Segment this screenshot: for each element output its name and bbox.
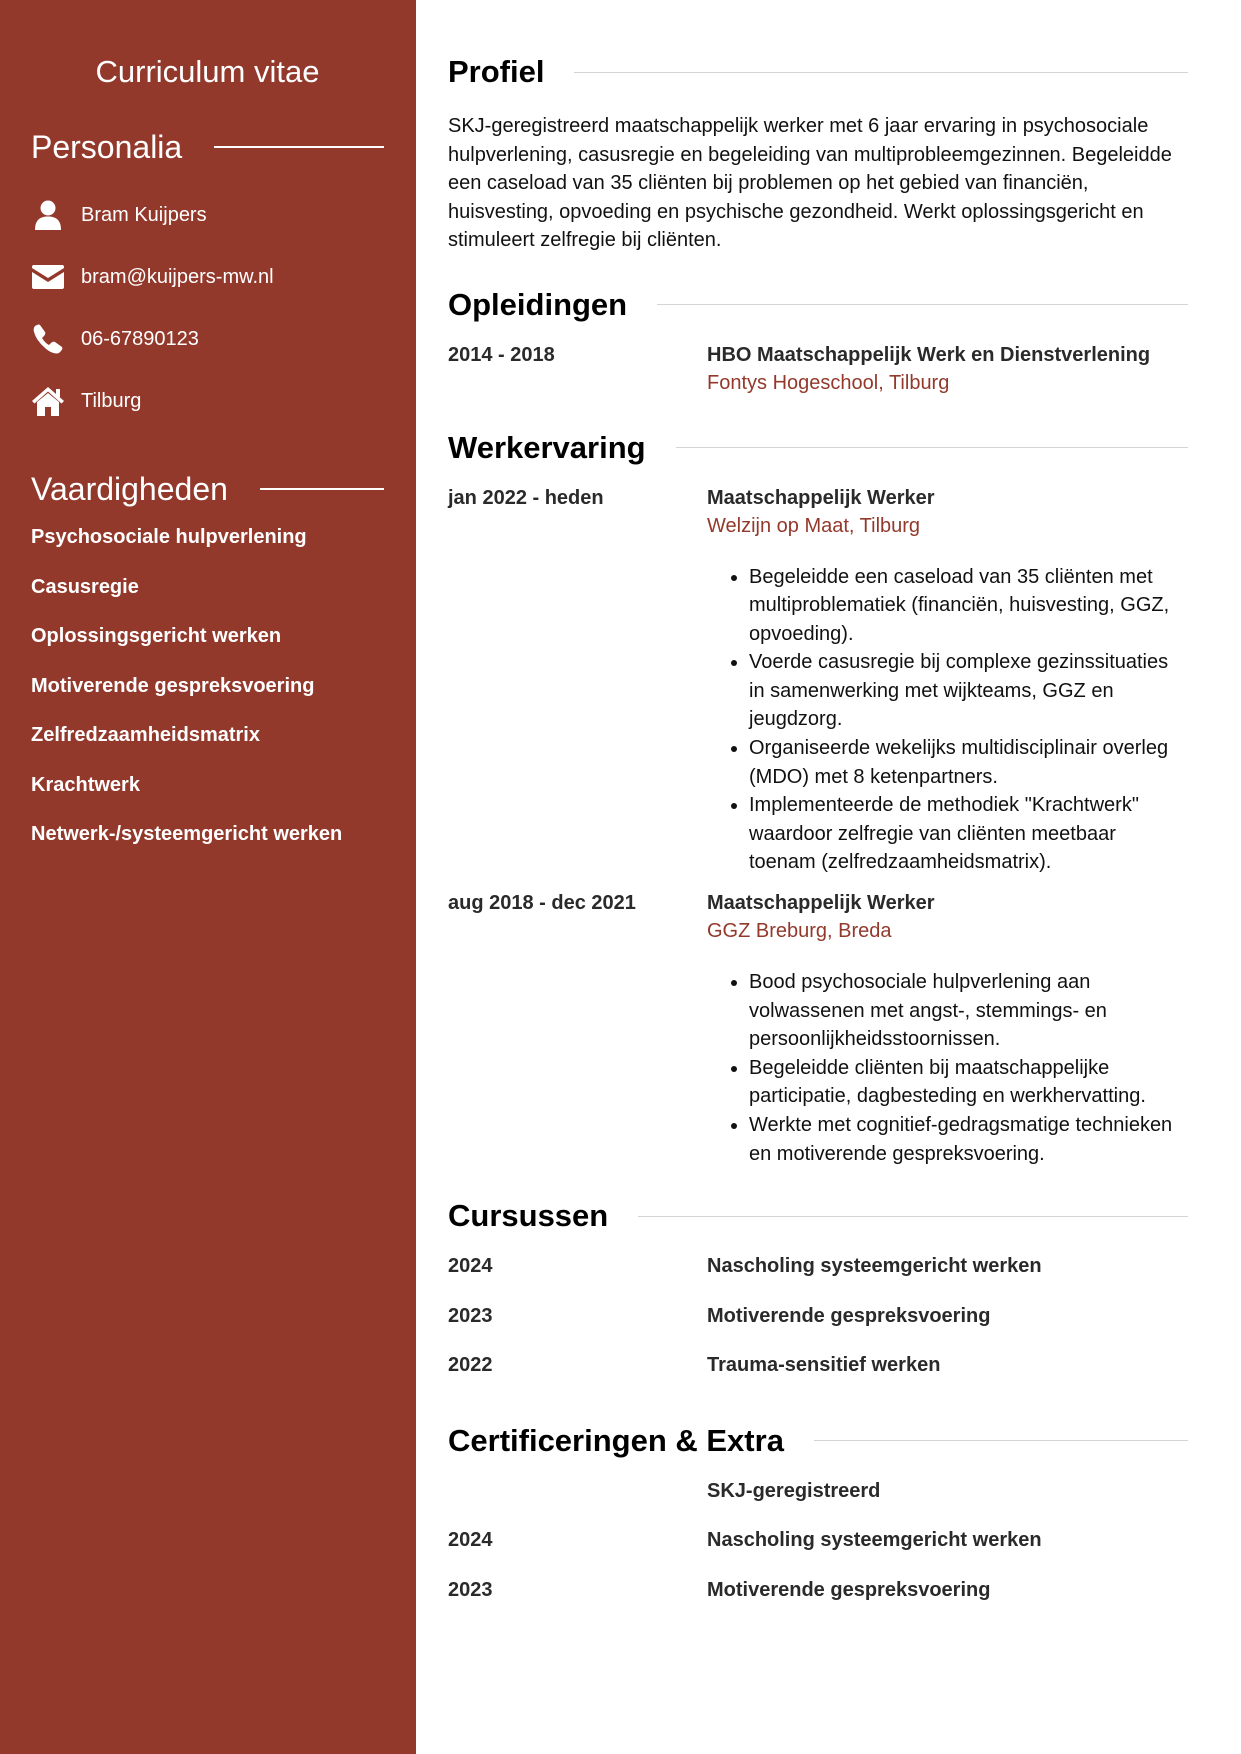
certification-row bbox=[448, 1477, 1188, 1527]
contact-location-text: Tilburg bbox=[81, 389, 142, 412]
profile-divider bbox=[574, 72, 1188, 73]
skill-item: Motiverende gespreksvoering bbox=[31, 674, 315, 697]
certifications-heading-label: Certificeringen & Extra bbox=[448, 1422, 784, 1458]
certification-year: 2024 bbox=[448, 1529, 493, 1552]
education-entry bbox=[448, 341, 1188, 398]
course-title: Motiverende gespreksvoering bbox=[707, 1304, 991, 1327]
experience-title: Maatschappelijk Werker bbox=[707, 486, 935, 509]
education-title: HBO Maatschappelijk Werk en Dienstverlening bbox=[707, 343, 1151, 366]
person-icon bbox=[31, 198, 65, 232]
experience-bullet: • Bood psychosociale hulpverlening aan volwassenen met angst-, stemmings- en persoonlijkheidsstoornissen. bbox=[749, 968, 1188, 1054]
personalia-heading bbox=[31, 128, 384, 166]
certification-row bbox=[448, 1576, 1188, 1626]
certification-row bbox=[448, 1526, 1188, 1576]
profile-heading bbox=[448, 54, 1188, 90]
skills-heading bbox=[31, 470, 384, 508]
contact-email bbox=[31, 246, 384, 308]
experience-bullet: • Werkte met cognitief-gedragsmatige technieken en motiverende gespreksvoering. bbox=[749, 1111, 1188, 1168]
skill-item: Zelfredzaamheidsmatrix bbox=[31, 724, 260, 746]
certification-year bbox=[448, 1477, 707, 1527]
courses-list bbox=[448, 1252, 1188, 1401]
course-title: Nascholing systeemgericht werken bbox=[707, 1255, 1042, 1278]
experience-employer: Welzijn op Maat, Tilburg bbox=[707, 514, 921, 537]
education-divider bbox=[657, 304, 1188, 305]
certification-year: 2023 bbox=[448, 1578, 493, 1601]
experience-entry bbox=[448, 889, 1188, 1168]
courses-section bbox=[448, 1198, 1188, 1401]
contact-name bbox=[31, 184, 384, 246]
education-details bbox=[707, 341, 1188, 398]
experience-section bbox=[448, 430, 1188, 1169]
experience-details bbox=[707, 484, 1188, 878]
course-row bbox=[448, 1302, 1188, 1352]
courses-divider bbox=[638, 1216, 1188, 1217]
course-year: 2022 bbox=[448, 1354, 493, 1377]
experience-bullets bbox=[707, 563, 1188, 878]
phone-icon bbox=[31, 322, 65, 356]
skill-item: Psychosociale hulpverlening bbox=[31, 526, 307, 548]
cv-title: Curriculum vitae bbox=[95, 54, 320, 89]
experience-bullet: • Begeleidde cliënten bij maatschappelijke participatie, dagbesteding en werkhervatting. bbox=[749, 1054, 1188, 1111]
contact-name-text: Bram Kuijpers bbox=[81, 203, 207, 226]
certifications-divider bbox=[814, 1440, 1188, 1441]
education-heading bbox=[448, 287, 1188, 323]
experience-heading bbox=[448, 430, 1188, 466]
experience-divider bbox=[676, 447, 1188, 448]
sidebar bbox=[0, 0, 416, 1754]
course-row bbox=[448, 1351, 1188, 1401]
education-heading-label: Opleidingen bbox=[448, 286, 628, 322]
course-year: 2023 bbox=[448, 1304, 493, 1327]
certifications-list bbox=[448, 1477, 1188, 1626]
experience-title: Maatschappelijk Werker bbox=[707, 892, 935, 915]
skills-divider bbox=[260, 488, 384, 490]
certifications-heading bbox=[448, 1423, 1188, 1459]
envelope-icon bbox=[31, 260, 65, 294]
contact-location bbox=[31, 370, 384, 432]
contact-phone bbox=[31, 308, 384, 370]
course-title: Trauma-sensitief werken bbox=[707, 1354, 941, 1377]
contact-phone-text: 06-67890123 bbox=[81, 327, 199, 350]
experience-entry bbox=[448, 484, 1188, 878]
skills-list bbox=[31, 522, 384, 869]
profile-section bbox=[448, 0, 1188, 255]
main-content bbox=[448, 0, 1188, 1625]
profile-heading-label: Profiel bbox=[448, 54, 545, 89]
experience-bullet: • Organiseerde wekelijks multidisciplinair overleg (MDO) met 8 ketenpartners. bbox=[749, 734, 1188, 791]
course-row bbox=[448, 1252, 1188, 1302]
courses-heading-label: Cursussen bbox=[448, 1198, 609, 1234]
experience-heading-label: Werkervaring bbox=[448, 429, 646, 465]
personalia-divider bbox=[214, 146, 384, 148]
experience-employer: GGZ Breburg, Breda bbox=[707, 920, 892, 943]
certification-title: SKJ-geregistreerd bbox=[707, 1479, 881, 1502]
skill-item: Oplossingsgericht werken bbox=[31, 625, 282, 647]
certification-title: Motiverende gespreksvoering bbox=[707, 1578, 991, 1601]
course-year: 2024 bbox=[448, 1255, 493, 1278]
certifications-section bbox=[448, 1423, 1188, 1626]
profile-text: SKJ-geregistreerd maatschappelijk werker met 6 jaar ervaring in psychosociale hulpverlening, casusregie en begeleiding van multiprobleemgezinnen. Begeleidde een caseload van 35 cliënten bij problemen op het gebied van financiën, huisvesting, opvoeding en psychische gezondheid. Werkt oplossingsgericht en stimuleert zelfregie bij cliënten. bbox=[448, 115, 1172, 251]
experience-bullet: • Begeleidde een caseload van 35 cliënten met multiproblematiek (financiën, huisvesting, GGZ, opvoeding). bbox=[749, 563, 1188, 649]
education-period: 2014 - 2018 bbox=[448, 343, 555, 366]
experience-bullet: • Implementeerde de methodiek "Krachtwerk" waardoor zelfregie van cliënten meetbaar toenam (zelfredzaamheidsmatrix). bbox=[749, 791, 1188, 877]
experience-period: jan 2022 - heden bbox=[448, 486, 604, 509]
experience-bullet: • Voerde casusregie bij complexe gezinssituaties in samenwerking met wijkteams, GGZ en jeugdzorg. bbox=[749, 648, 1188, 734]
skill-item: Casusregie bbox=[31, 575, 139, 598]
courses-heading bbox=[448, 1198, 1188, 1234]
experience-bullets bbox=[707, 968, 1188, 1168]
home-icon bbox=[31, 384, 65, 418]
experience-period: aug 2018 - dec 2021 bbox=[448, 892, 636, 915]
contact-email-text: bram@kuijpers-mw.nl bbox=[81, 265, 274, 288]
personalia-heading-label: Personalia bbox=[31, 129, 183, 165]
certification-title: Nascholing systeemgericht werken bbox=[707, 1529, 1042, 1552]
skill-item: Netwerk-/systeemgericht werken bbox=[31, 823, 343, 845]
skill-item: Krachtwerk bbox=[31, 773, 140, 796]
education-section bbox=[448, 287, 1188, 398]
skills-heading-label: Vaardigheden bbox=[31, 471, 228, 507]
contact-list bbox=[31, 184, 384, 432]
education-institution: Fontys Hogeschool, Tilburg bbox=[707, 371, 950, 394]
experience-details bbox=[707, 889, 1188, 1168]
